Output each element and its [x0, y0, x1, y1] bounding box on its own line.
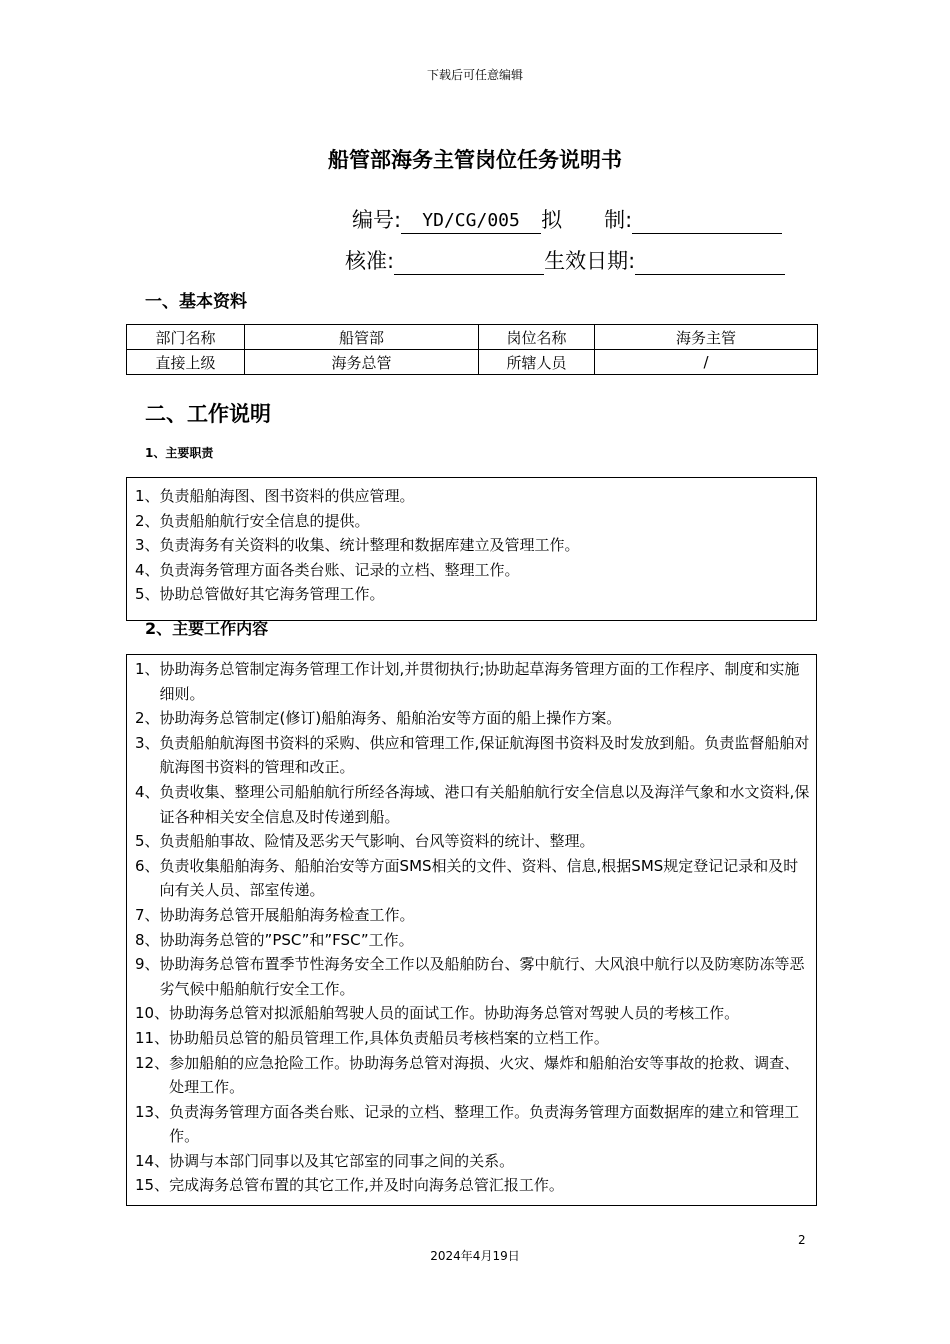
item-text: 协助海务总管制定海务管理工作计划,并贯彻执行;协助起草海务管理方面的工作程序、制度和实施细则。 [159, 660, 800, 703]
code-label: 编号: [352, 208, 402, 232]
table-cell: 所辖人员 [479, 350, 595, 375]
item-text: 负责船舶航行安全信息的提供。 [159, 511, 370, 530]
item-text: 协助海务总管对拟派船舶驾驶人员的面试工作。协助海务总管对驾驶人员的考核工作。 [169, 1004, 740, 1023]
work-content-box [126, 654, 817, 1206]
effective-date-label: 生效日期: [544, 249, 636, 273]
item-text: 负责海务有关资料的收集、统计整理和数据库建立及管理工作。 [159, 536, 580, 555]
list-item [127, 657, 816, 706]
list-item [127, 1026, 816, 1051]
item-number: 2、 [135, 709, 160, 728]
header-note: 下载后可任意编辑 [426, 68, 523, 82]
list-item [127, 533, 816, 558]
duties-box [126, 477, 817, 621]
footer-date: 2024年4月19日 [430, 1249, 520, 1263]
item-number: 4、 [135, 560, 160, 579]
list-item [127, 582, 816, 607]
item-text: 协助海务总管开展船舶海务检查工作。 [159, 905, 415, 924]
item-text: 参加船舶的应急抢险工作。协助海务总管对海损、火灾、爆炸和船舶治安等事故的抢救、调查、处理工作。 [169, 1053, 800, 1097]
table-cell: 直接上级 [127, 350, 245, 375]
item-text: 完成海务总管布置的其它工作,并及时向海务总管汇报工作。 [169, 1176, 564, 1195]
table-cell: 部门名称 [127, 325, 245, 350]
drafter-blank [632, 209, 782, 234]
list-item [127, 558, 816, 583]
section-basic-info-title: 一、基本资料 [145, 292, 247, 312]
item-number: 5、 [135, 585, 160, 604]
item-text: 负责船舶海图、图书资料的供应管理。 [159, 487, 415, 505]
item-text: 负责收集船舶海务、船舶治安等方面SMS相关的文件、资料、信息,根据SMS规定登记记录和及时向有关人员、部室传递。 [159, 856, 799, 900]
list-item [127, 1100, 816, 1149]
item-number: 14、 [135, 1151, 170, 1170]
drafter-label: 拟 制: [541, 208, 633, 232]
item-text: 负责海务管理方面各类台账、记录的立档、整理工作。负责海务管理方面数据库的建立和管理工作。 [169, 1102, 800, 1146]
approver-blank [394, 250, 544, 275]
item-text: 负责海务管理方面各类台账、记录的立档、整理工作。 [159, 560, 520, 579]
item-number: 2、 [135, 511, 160, 530]
list-item [127, 731, 816, 780]
item-text: 协调与本部门同事以及其它部室的同事之间的关系。 [169, 1151, 515, 1170]
item-text: 协助总管做好其它海务管理工作。 [159, 585, 385, 604]
item-number: 13、 [135, 1102, 170, 1121]
item-number: 15、 [135, 1176, 170, 1195]
item-number: 4、 [135, 782, 160, 801]
item-number: 1、 [135, 487, 160, 505]
item-number: 11、 [135, 1028, 170, 1047]
item-number: 12、 [135, 1053, 170, 1072]
list-item [127, 952, 816, 1001]
list-item [127, 903, 816, 928]
list-item [127, 484, 816, 509]
work-content-title: 2、主要工作内容 [145, 619, 269, 638]
table-row [127, 325, 818, 350]
list-item [127, 1001, 816, 1026]
table-cell: 岗位名称 [479, 325, 595, 350]
item-text: 协助海务总管的”PSC”和”FSC”工作。 [159, 930, 414, 949]
item-number: 3、 [135, 536, 160, 555]
list-item [127, 854, 816, 903]
table-cell: 海务总管 [245, 350, 479, 375]
item-number: 9、 [135, 955, 160, 974]
table-cell: / [595, 350, 818, 375]
meta-line-code [352, 204, 782, 234]
list-item [127, 1149, 816, 1174]
item-number: 1、 [135, 660, 160, 678]
list-item [127, 780, 816, 829]
item-text: 负责船舶事故、险情及恶劣天气影响、台风等资料的统计、整理。 [159, 832, 595, 851]
item-text: 负责船舶航海图书资料的采购、供应和管理工作,保证航海图书资料及时发放到船。负责监督船舶对航海图书资料的管理和改正。 [159, 733, 810, 777]
meta-line-approval [345, 245, 785, 275]
item-number: 6、 [135, 856, 160, 875]
list-item [127, 1173, 816, 1198]
table-cell: 海务主管 [595, 325, 818, 350]
basic-info-table [126, 324, 818, 375]
list-item [127, 706, 816, 731]
item-text: 负责收集、整理公司船舶航行所经各海域、港口有关船舶航行安全信息以及海洋气象和水文资料,保证各种相关安全信息及时传递到船。 [159, 782, 810, 826]
duties-title: 1、主要职责 [145, 446, 214, 460]
item-text: 协助船员总管的船员管理工作,具体负责船员考核档案的立档工作。 [169, 1028, 609, 1047]
item-text: 协助海务总管布置季节性海务安全工作以及船舶防台、雾中航行、大风浪中航行以及防寒防冻等恶劣气候中船舶航行安全工作。 [159, 955, 805, 998]
list-item [127, 928, 816, 953]
list-item [127, 509, 816, 534]
table-row [127, 350, 818, 375]
list-item [127, 829, 816, 854]
item-number: 7、 [135, 905, 160, 924]
item-number: 8、 [135, 930, 160, 949]
item-text: 协助海务总管制定(修订)船舶海务、船舶治安等方面的船上操作方案。 [159, 709, 622, 728]
effective-date-blank [635, 250, 785, 275]
table-cell: 船管部 [245, 325, 479, 350]
section-work-description-title: 二、工作说明 [145, 402, 271, 426]
item-number: 5、 [135, 832, 160, 851]
page-number: 2 [798, 1233, 806, 1247]
item-number: 3、 [135, 733, 160, 752]
code-value: YD/CG/005 [401, 209, 541, 234]
page-title: 船管部海务主管岗位任务说明书 [328, 148, 622, 172]
list-item [127, 1051, 816, 1100]
item-number: 10、 [135, 1004, 170, 1023]
approver-label: 核准: [345, 249, 395, 273]
